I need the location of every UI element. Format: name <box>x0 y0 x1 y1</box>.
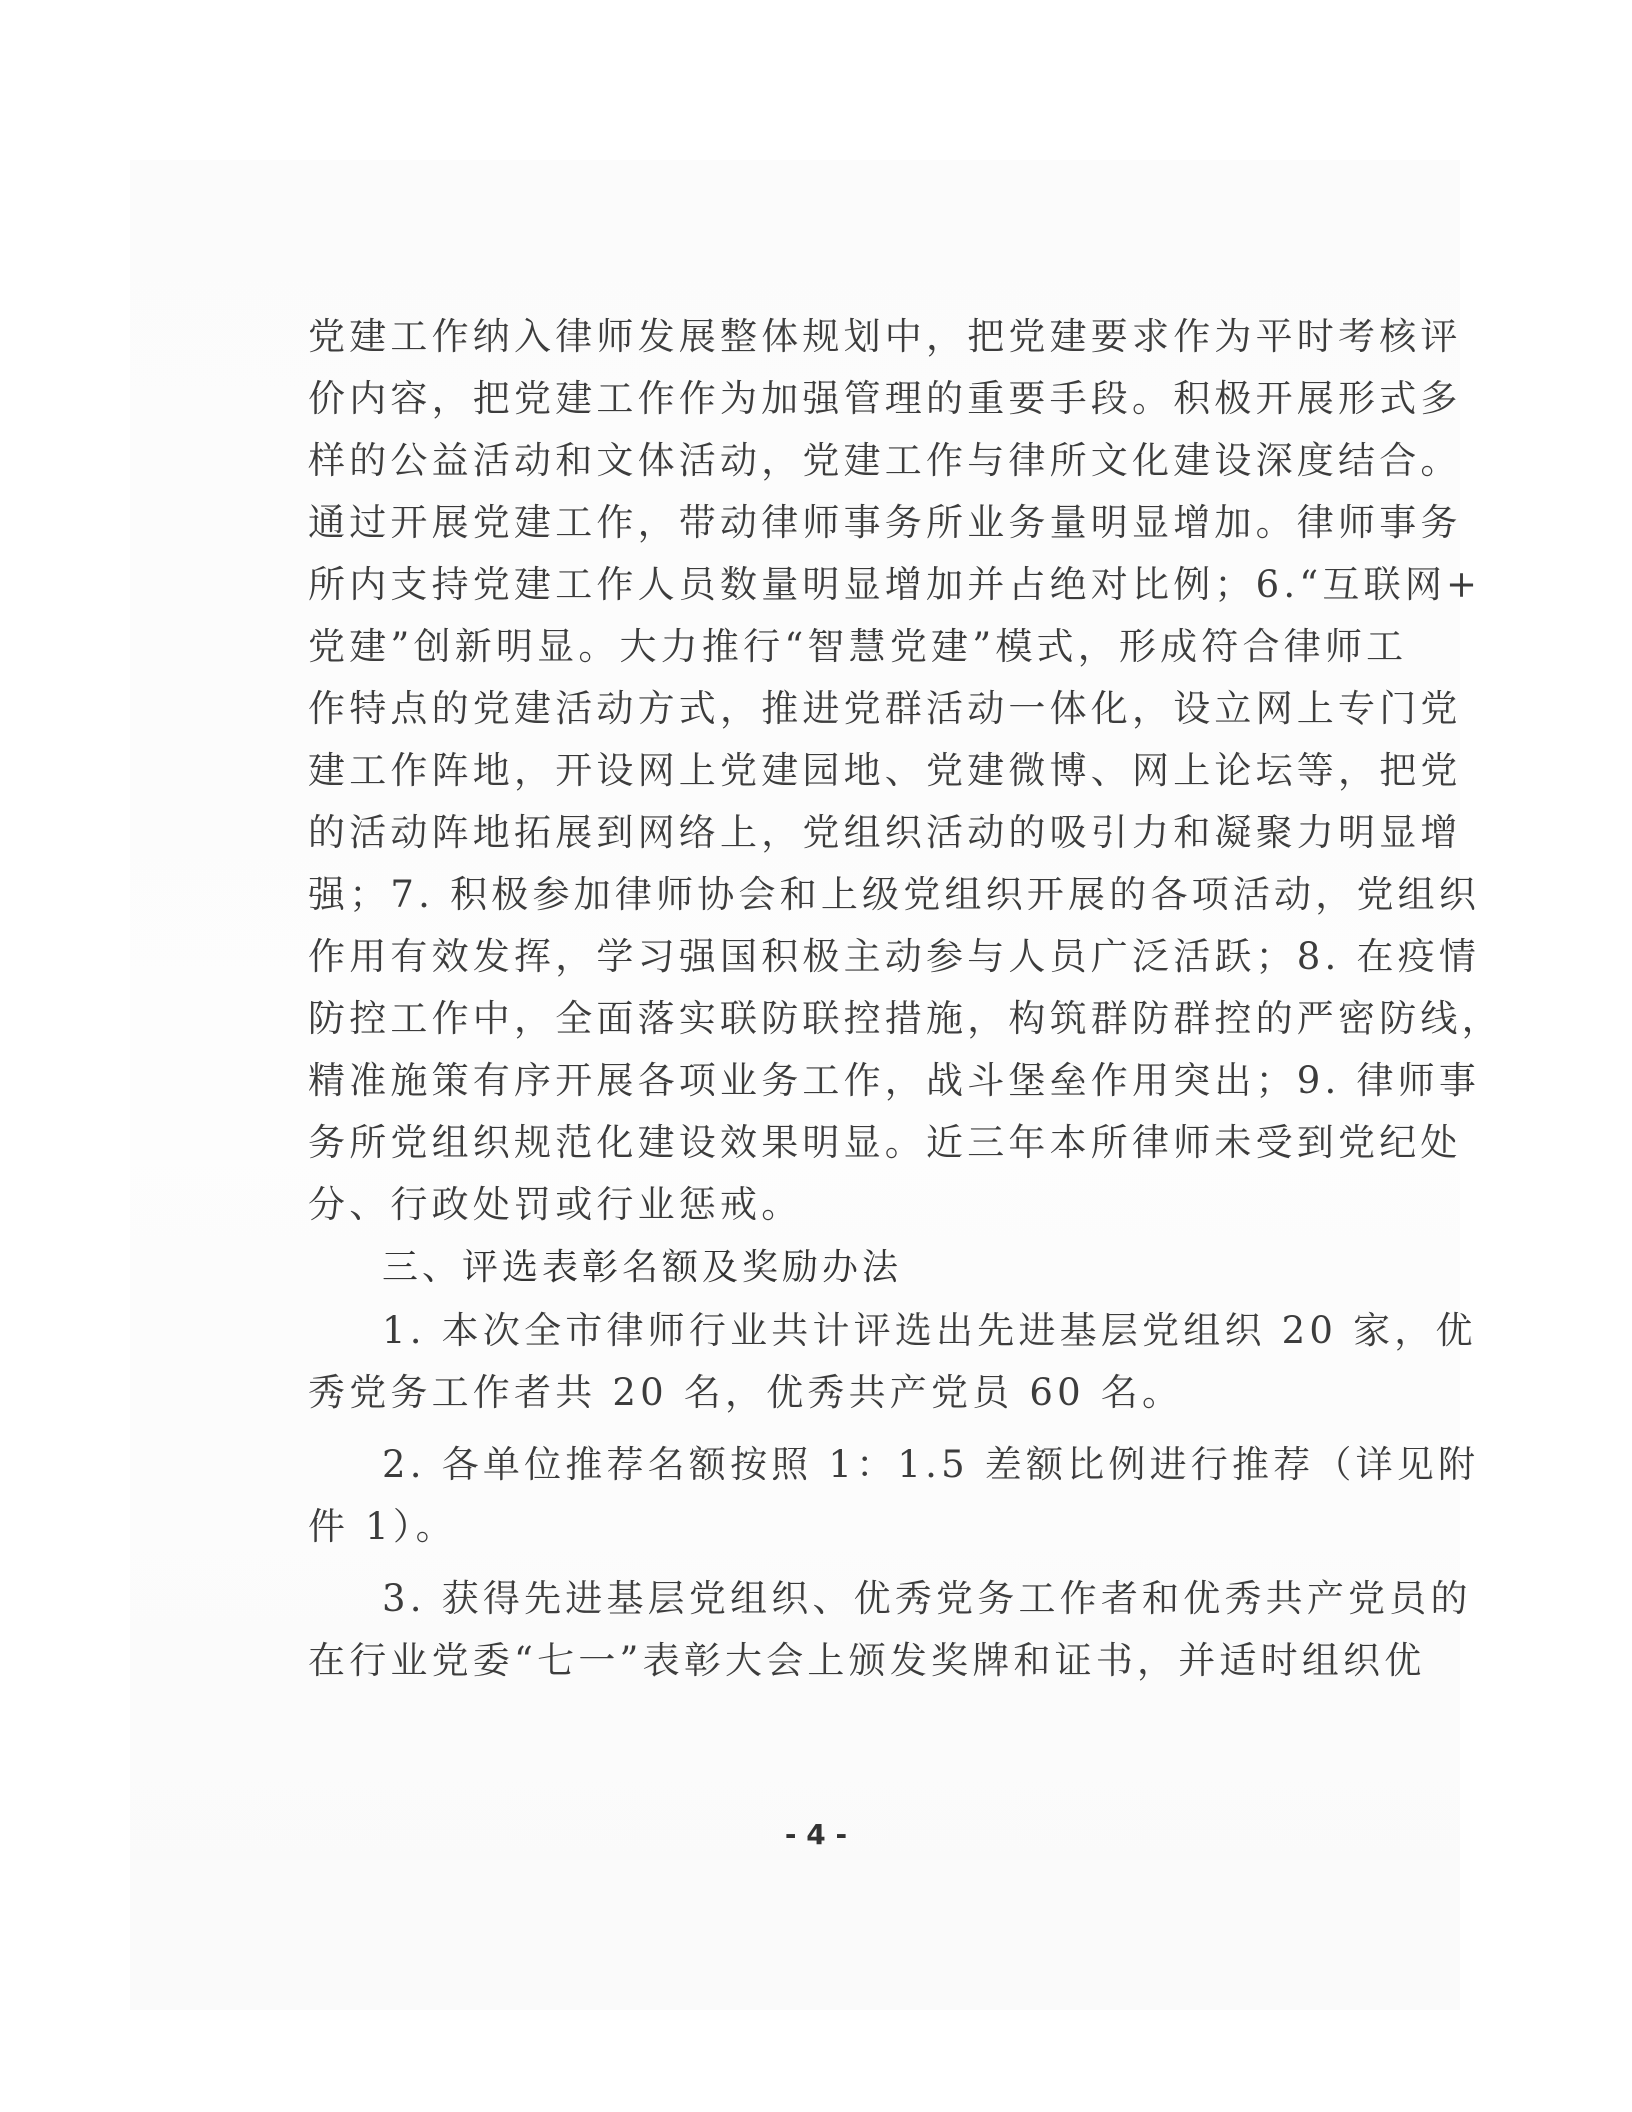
text-line: 分、行政处罚或行业惩戒。 <box>308 1183 803 1226</box>
text-line: 价内容，把党建工作作为加强管理的重要手段。积极开展形式多 <box>308 377 1462 420</box>
text-line: 1. 本次全市律师行业共计评选出先进基层党组织 20 家，优 <box>382 1309 1477 1352</box>
text-line: 作用有效发挥，学习强国积极主动参与人员广泛活跃；8. 在疫情 <box>308 935 1481 978</box>
paragraph-gap <box>308 1558 1328 1568</box>
text-line: 件 1）。 <box>308 1505 457 1548</box>
section-heading: 三、评选表彰名额及奖励办法 <box>382 1247 903 1288</box>
text-line: 在行业党委“七一”表彰大会上颁发奖牌和证书，并适时组织优 <box>308 1639 1426 1682</box>
text-line: 2. 各单位推荐名额按照 1：1.5 差额比例进行推荐（详见附 <box>382 1443 1480 1486</box>
text-line: 通过开展党建工作，带动律师事务所业务量明显增加。律师事务 <box>308 501 1462 544</box>
text-line: 防控工作中，全面落实联防联控措施，构筑群防群控的严密防线， <box>308 997 1503 1040</box>
text-line: 党建”创新明显。大力推行“智慧党建”模式，形成符合律师工 <box>308 625 1408 668</box>
text-line: 秀党务工作者共 20 名，优秀共产党员 60 名。 <box>308 1371 1184 1414</box>
text-line: 样的公益活动和文体活动，党建工作与律所文化建设深度结合。 <box>308 439 1462 482</box>
text-line: 务所党组织规范化建设效果明显。近三年本所律师未受到党纪处 <box>308 1121 1462 1164</box>
text-line: 党建工作纳入律师发展整体规划中，把党建要求作为平时考核评 <box>308 315 1462 358</box>
item-3 <box>308 1568 1472 1692</box>
item-1 <box>308 1300 1477 1424</box>
paragraph-gap <box>308 1424 1328 1434</box>
text-line: 作特点的党建活动方式，推进党群活动一体化，设立网上专门党 <box>308 687 1462 730</box>
paragraph-criteria <box>308 306 1503 1236</box>
text-line: 所内支持党建工作人员数量明显增加并占绝对比例；6.“互联网+ <box>308 563 1482 606</box>
text-line: 精准施策有序开展各项业务工作，战斗堡垒作用突出；9. 律师事 <box>308 1059 1481 1102</box>
page-number: - 4 - <box>784 1818 848 1851</box>
text-line: 3. 获得先进基层党组织、优秀党务工作者和优秀共产党员的 <box>382 1577 1472 1620</box>
text-line: 强；7. 积极参加律师协会和上级党组织开展的各项活动，党组织 <box>308 873 1481 916</box>
text-line: 建工作阵地，开设网上党建园地、党建微博、网上论坛等，把党 <box>308 749 1462 792</box>
text-line: 的活动阵地拓展到网络上，党组织活动的吸引力和凝聚力明显增 <box>308 811 1462 854</box>
item-2 <box>308 1434 1480 1558</box>
document-body <box>308 306 1503 1692</box>
